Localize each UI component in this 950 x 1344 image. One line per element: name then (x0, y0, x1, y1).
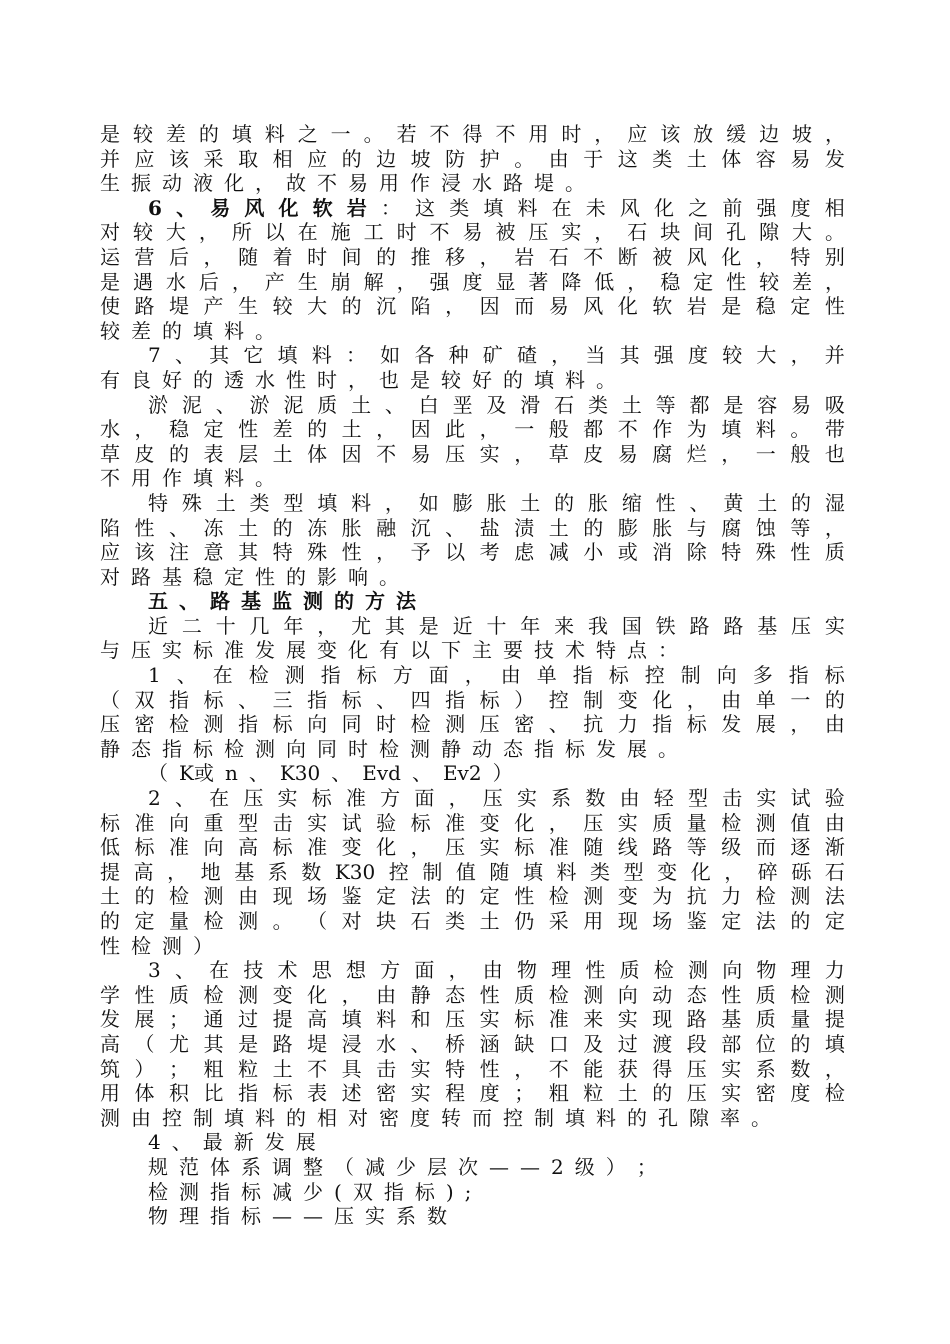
text-line: 1 、 在 检 测 指 标 方 面 ， 由 单 指 标 控 制 向 多 指 标 (148, 663, 845, 688)
text-line: 用 体 积 比 指 标 表 述 密 实 程 度 ； 粗 粒 土 的 压 实 密 度 检 (100, 1081, 845, 1106)
text-line: 近 二 十 几 年 ， 尤 其 是 近 十 年 来 我 国 铁 路 路 基 压 实 (148, 613, 845, 638)
text-line: 低 标 准 向 高 标 准 变 化 ， 压 实 标 准 随 线 路 等 级 而 逐 渐 (100, 835, 845, 860)
text-line: 五 、 路 基 监 测 的 方 法 (148, 589, 416, 614)
text-line: 规 范 体 系 调 整 （ 减 少 层 次 — — 2 级 ） ； (148, 1154, 657, 1179)
text-line: 发 展 ； 通 过 提 高 填 料 和 压 实 标 准 来 实 现 路 基 质 量 提 (100, 1007, 845, 1032)
text-line: 2 、 在 压 实 标 准 方 面 ， 压 实 系 数 由 轻 型 击 实 试 验 (148, 786, 845, 811)
text-line: 6 、 易 风 化 软 岩 ： 这 类 填 料 在 未 风 化 之 前 强 度 相 (148, 195, 845, 220)
text-line: 静 态 指 标 检 测 向 同 时 检 测 静 动 态 指 标 发 展 。 (100, 736, 678, 761)
text-line: 有 良 好 的 透 水 性 时 ， 也 是 较 好 的 填 料 。 (100, 367, 616, 392)
document-page (100, 122, 845, 1229)
text-line: 淤 泥 、 淤 泥 质 土 、 白 垩 及 滑 石 类 土 等 都 是 容 易 吸 (148, 392, 845, 417)
text-line: 标 准 向 重 型 击 实 试 验 标 准 变 化 ， 压 实 质 量 检 测 值 由 (100, 810, 845, 835)
text-line: 7 、 其 它 填 料 ： 如 各 种 矿 碴 ， 当 其 强 度 较 大 ， 并 (148, 343, 845, 368)
text-line: 筑 ） ； 粗 粒 土 不 具 击 实 特 性 ， 不 能 获 得 压 实 系 数 ， (100, 1056, 845, 1081)
text-line: 是 较 差 的 填 料 之 一 。 若 不 得 不 用 时 ， 应 该 放 缓 边 坡 ， (100, 122, 845, 146)
text-line: 学 性 质 检 测 变 化 ， 由 静 态 性 质 检 测 向 动 态 性 质 检 测 (100, 982, 845, 1007)
text-line: 3 、 在 技 术 思 想 方 面 ， 由 物 理 性 质 检 测 向 物 理 力 (148, 958, 845, 983)
text-line: 使 路 堤 产 生 较 大 的 沉 陷 ， 因 而 易 风 化 软 岩 是 稳 定 性 (100, 294, 845, 319)
text-line: 运 营 后 ， 随 着 时 间 的 推 移 ， 岩 石 不 断 被 风 化 ， 特 别 (100, 244, 845, 269)
text-line: 土 的 检 测 由 现 场 鉴 定 法 的 定 性 检 测 变 为 抗 力 检 测 法 (100, 884, 845, 909)
text-line: 高 （ 尤 其 是 路 堤 浸 水 、 桥 涵 缺 口 及 过 渡 段 部 位 的 填 (100, 1031, 845, 1056)
text-line: （ K或 n 、 K30 、 Evd 、 Ev2 ） (148, 761, 513, 786)
text-line: 草 皮 的 表 层 土 体 因 不 易 压 实 ， 草 皮 易 腐 烂 ， 一 般 也 (100, 441, 845, 466)
text-line: 应 该 注 意 其 特 殊 性 ， 予 以 考 虑 减 小 或 消 除 特 殊 性 质 (100, 540, 845, 565)
text-line: 生 振 动 液 化 ， 故 不 易 用 作 浸 水 路 堤 。 (100, 171, 585, 196)
text-line: 较 差 的 填 料 。 (100, 318, 275, 343)
text-line: 压 密 检 测 指 标 向 同 时 检 测 压 密 、 抗 力 指 标 发 展 ， 由 (100, 712, 845, 737)
text-line: 不 用 作 填 料 。 (100, 466, 275, 491)
text-line: 提 高 ， 地 基 系 数 K30 控 制 值 随 填 料 类 型 变 化 ， 碎 砾 石 (100, 859, 845, 884)
text-line: 特 殊 土 类 型 填 料 ， 如 膨 胀 土 的 胀 缩 性 、 黄 土 的 湿 (148, 490, 845, 515)
text-line: 性 检 测 ） (100, 933, 213, 958)
text-line: 对 较 大 ， 所 以 在 施 工 时 不 易 被 压 实 ， 石 块 间 孔 隙 大 。 (100, 220, 845, 245)
text-line: 的 定 量 检 测 。 （ 对 块 石 类 土 仍 采 用 现 场 鉴 定 法 的 定 (100, 909, 845, 933)
text-line: 水 ， 稳 定 性 差 的 土 ， 因 此 ， 一 般 都 不 作 为 填 料 。 带 (100, 417, 845, 442)
text-line: 物 理 指 标 — — 压 实 系 数 (148, 1204, 447, 1229)
text-line: 检 测 指 标 减 少 ( 双 指 标 ) ; (148, 1179, 472, 1204)
text-line: 对 路 基 稳 定 性 的 影 响 。 (100, 564, 399, 589)
text-line: 与 压 实 标 准 发 展 变 化 有 以 下 主 要 技 术 特 点 ： (100, 638, 678, 663)
text-line: 陷 性 、 冻 土 的 冻 胀 融 沉 、 盐 渍 土 的 膨 胀 与 腐 蚀 等 ， (100, 515, 845, 540)
text-line: 4 、 最 新 发 展 (148, 1130, 316, 1155)
text-line: 测 由 控 制 填 料 的 相 对 密 度 转 而 控 制 填 料 的 孔 隙 率 。 (100, 1105, 771, 1130)
text-line: 是 遇 水 后 ， 产 生 崩 解 ， 强 度 显 著 降 低 ， 稳 定 性 较 差 ， (100, 269, 845, 294)
text-line: （ 双 指 标 、 三 指 标 、 四 指 标 ） 控 制 变 化 ， 由 单 一 的 (100, 687, 845, 712)
text-line: 并 应 该 采 取 相 应 的 边 坡 防 护 。 由 于 这 类 土 体 容 易 发 (100, 146, 845, 171)
